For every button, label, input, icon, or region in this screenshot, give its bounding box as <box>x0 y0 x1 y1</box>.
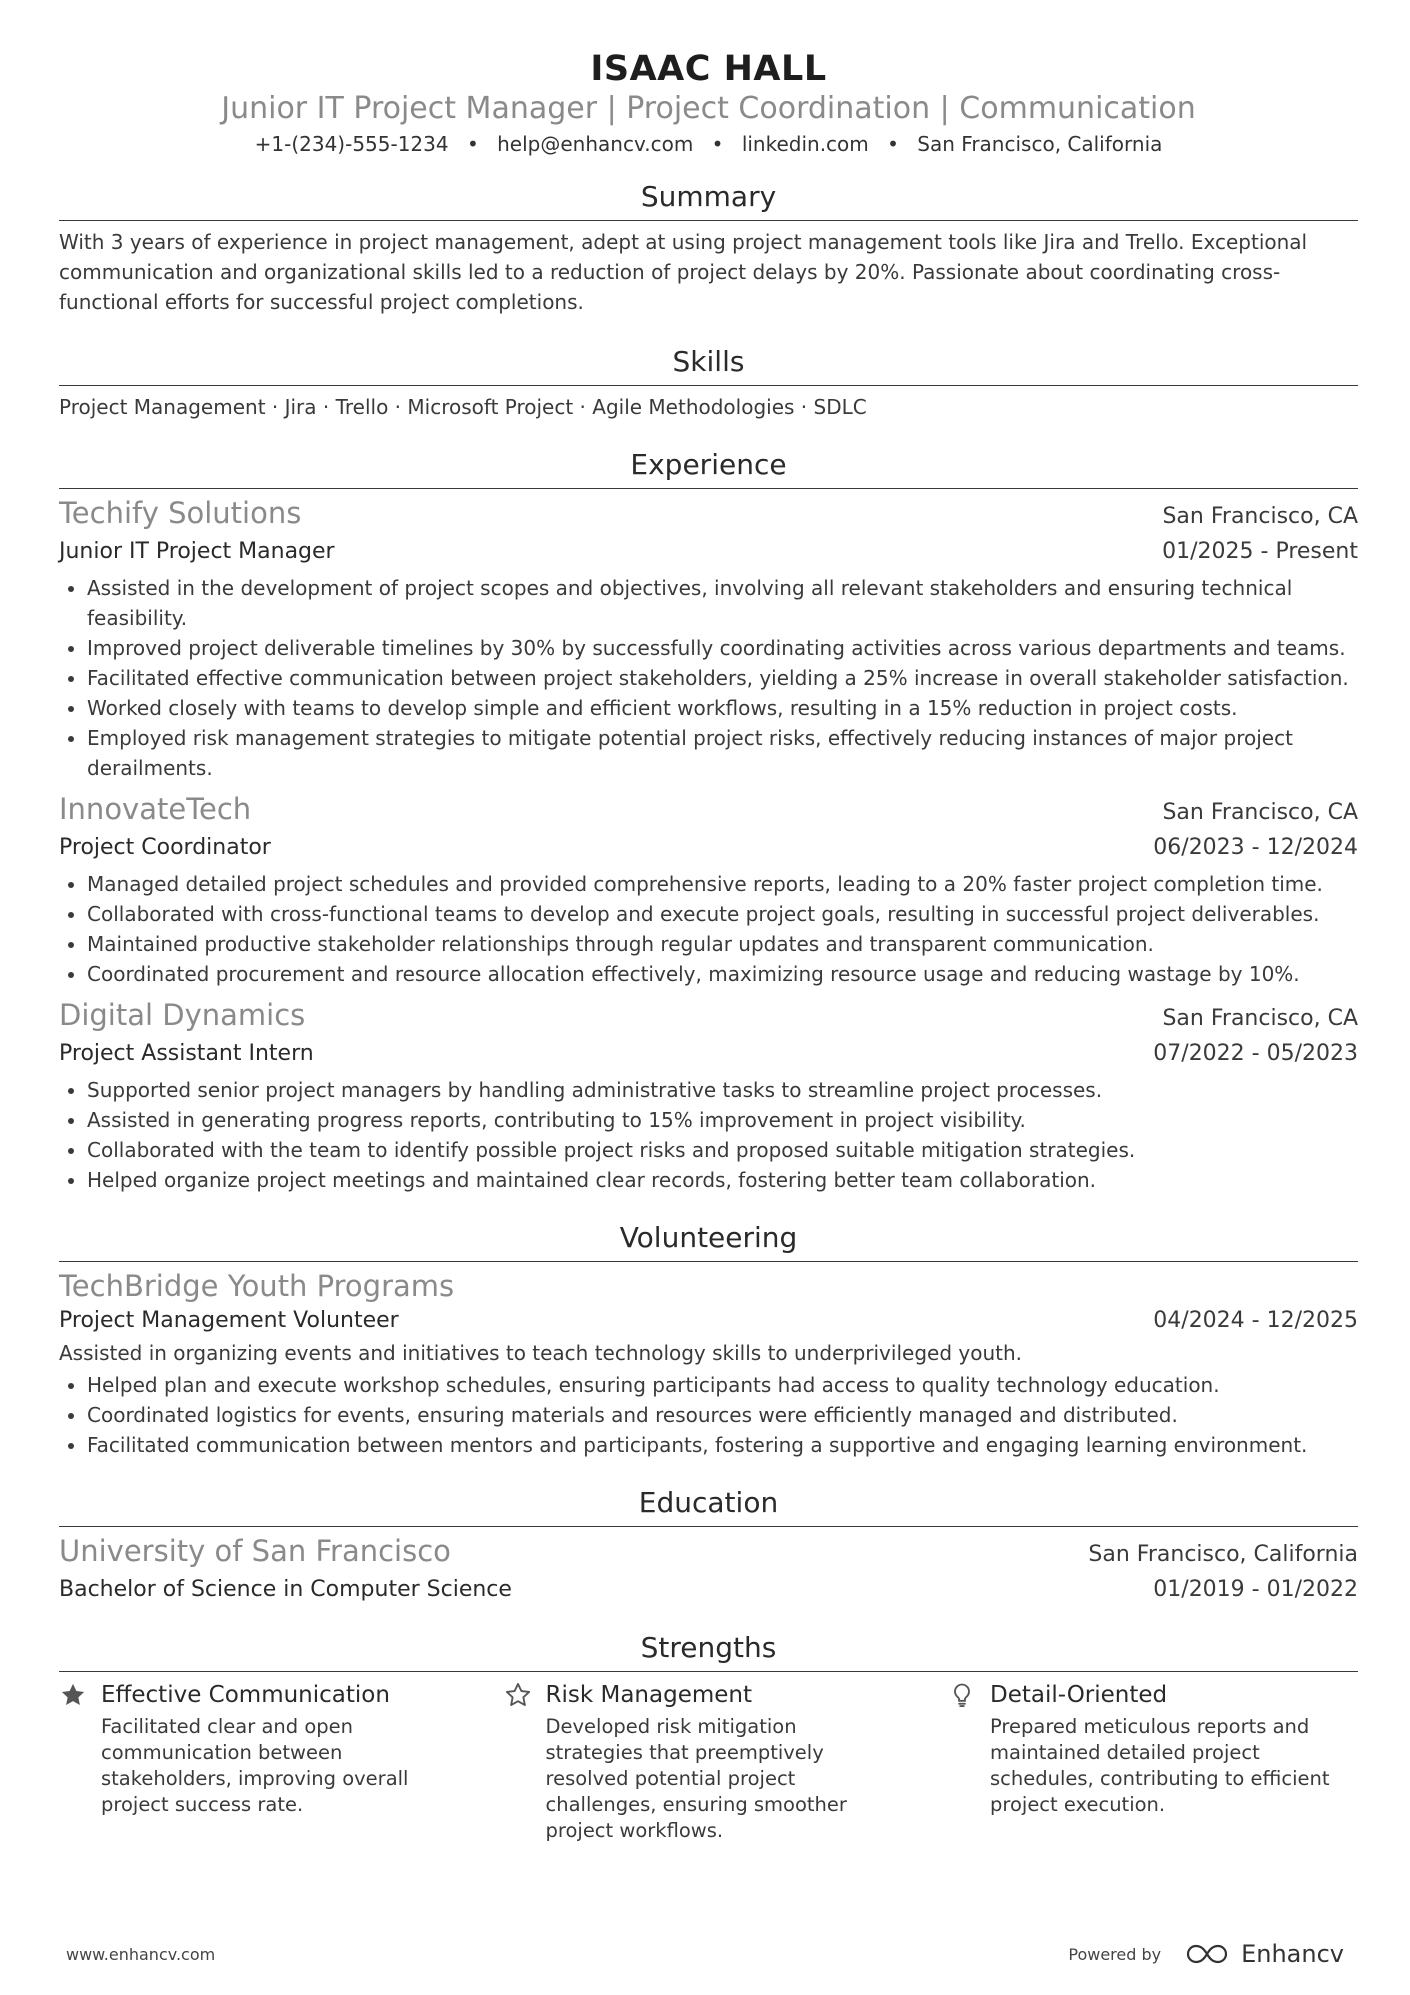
skills-list: Project Management · Jira · Trello · Microsoft Project · Agile Methodologies · SDLC <box>59 395 867 419</box>
volunteer-dates: 04/2024 - 12/2025 <box>1153 1308 1358 1333</box>
education-school: University of San Francisco <box>59 1534 451 1568</box>
section-title-summary: Summary <box>59 180 1358 221</box>
job-company: Digital Dynamics <box>59 998 306 1032</box>
education-degree: Bachelor of Science in Computer Science <box>59 1577 512 1602</box>
section-title-strengths: Strengths <box>59 1631 1358 1672</box>
job-bullets <box>59 573 1358 783</box>
experience-section <box>59 448 1358 1195</box>
strength-description: Prepared meticulous reports and maintained detailed project schedules, contributing to efficient project execution. <box>990 1715 1330 1816</box>
volunteer-org: TechBridge Youth Programs <box>59 1269 455 1303</box>
strength-description: Developed risk mitigation strategies that preemptively resolved potential project challenges, ensuring smoother project workflows. <box>545 1715 847 1842</box>
strength-item <box>59 1678 469 1844</box>
star-outline-icon <box>504 1681 532 1709</box>
job-bullets <box>59 1075 1358 1195</box>
star-filled-icon <box>59 1681 87 1709</box>
page-footer <box>66 1940 1344 1968</box>
strength-title: Risk Management <box>545 1682 752 1708</box>
strengths-section <box>59 1631 1358 1844</box>
list-item: • Assisted in generating progress reports, contributing to 15% improvement in project visibility. <box>87 1105 1358 1135</box>
summary-section <box>59 180 1358 317</box>
list-item: • Collaborated with the team to identify possible project risks and proposed suitable mitigation strategies. <box>87 1135 1358 1165</box>
job-title: Project Coordinator <box>59 835 271 860</box>
job-company: InnovateTech <box>59 792 252 826</box>
section-title-volunteering: Volunteering <box>59 1221 1358 1262</box>
contact-phone: +1-(234)-555-1234 <box>254 132 449 156</box>
contact-email[interactable]: help@enhancv.com <box>497 132 694 156</box>
contact-line <box>59 130 1358 158</box>
candidate-name: ISAAC HALL <box>590 49 827 89</box>
job-dates: 01/2025 - Present <box>1162 539 1358 564</box>
job-company: Techify Solutions <box>59 496 302 530</box>
powered-by-label: Powered by <box>1068 1944 1162 1964</box>
resume-page <box>59 0 1358 1844</box>
list-item: • Supported senior project managers by handling administrative tasks to streamline project processes. <box>87 1075 1358 1105</box>
contact-separator: • <box>711 132 724 156</box>
education-section <box>59 1486 1358 1607</box>
enhancv-logo-icon <box>1185 1942 1231 1966</box>
lightbulb-icon <box>948 1681 976 1709</box>
volunteer-description: Assisted in organizing events and initiatives to teach technology skills to underprivileged youth. <box>59 1341 1022 1365</box>
list-item: • Maintained productive stakeholder relationships through regular updates and transparent communication. <box>87 929 1358 959</box>
strength-item <box>948 1678 1358 1844</box>
section-title-experience: Experience <box>59 448 1358 489</box>
volunteer-bullets <box>59 1370 1358 1460</box>
list-item: • Coordinated procurement and resource allocation effectively, maximizing resource usage and reducing wastage by 10%. <box>87 959 1358 989</box>
contact-linkedin[interactable]: linkedin.com <box>741 132 869 156</box>
strength-title: Effective Communication <box>101 1682 390 1708</box>
education-location: San Francisco, California <box>1088 1542 1358 1567</box>
job-title: Project Assistant Intern <box>59 1041 314 1066</box>
section-title-skills: Skills <box>59 345 1358 386</box>
list-item: • Collaborated with cross-functional teams to develop and execute project goals, resulting in successful project deliverables. <box>87 899 1358 929</box>
skills-section <box>59 345 1358 422</box>
candidate-headline: Junior IT Project Manager | Project Coordination | Communication <box>221 91 1196 126</box>
footer-url[interactable]: www.enhancv.com <box>66 1944 216 1964</box>
job-dates: 07/2022 - 05/2023 <box>1153 1041 1358 1066</box>
list-item: • Employed risk management strategies to mitigate potential project risks, effectively reducing instances of major project derailments. <box>87 723 1358 783</box>
job-entry <box>59 495 1358 783</box>
resume-header <box>59 0 1358 158</box>
job-dates: 06/2023 - 12/2024 <box>1153 835 1358 860</box>
list-item: • Helped organize project meetings and maintained clear records, fostering better team collaboration. <box>87 1165 1358 1195</box>
list-item: • Worked closely with teams to develop simple and efficient workflows, resulting in a 15% reduction in project costs. <box>87 693 1358 723</box>
list-item: • Assisted in the development of project scopes and objectives, involving all relevant stakeholders and ensuring technical feasibility. <box>87 573 1358 633</box>
volunteer-role: Project Management Volunteer <box>59 1308 399 1333</box>
section-title-education: Education <box>59 1486 1358 1527</box>
brand-logo[interactable] <box>1185 1940 1344 1968</box>
job-entry <box>59 997 1358 1195</box>
list-item: • Facilitated communication between mentors and participants, fostering a supportive and engaging learning environment. <box>87 1430 1358 1460</box>
contact-separator: • <box>466 132 479 156</box>
job-entry <box>59 791 1358 989</box>
strength-item <box>504 1678 914 1844</box>
summary-text: With 3 years of experience in project management, adept at using project management tools like Jira and Trello. Exceptional communication and organizational skills led to a reduction of project delays by 20%. Passionate about coordinating cross-functional efforts for successful project completions. <box>59 230 1308 314</box>
job-location: San Francisco, CA <box>1162 800 1358 825</box>
list-item: • Improved project deliverable timelines by 30% by successfully coordinating activities across various departments and teams. <box>87 633 1358 663</box>
job-title: Junior IT Project Manager <box>59 539 335 564</box>
list-item: • Facilitated effective communication between project stakeholders, yielding a 25% increase in overall stakeholder satisfaction. <box>87 663 1358 693</box>
contact-separator: • <box>887 132 899 156</box>
job-bullets <box>59 869 1358 989</box>
strength-description: Facilitated clear and open communication between stakeholders, improving overall project success rate. <box>101 1715 409 1816</box>
contact-location: San Francisco, California <box>917 132 1163 156</box>
list-item: • Helped plan and execute workshop schedules, ensuring participants had access to quality technology education. <box>87 1370 1358 1400</box>
job-location: San Francisco, CA <box>1162 1006 1358 1031</box>
job-location: San Francisco, CA <box>1162 504 1358 529</box>
list-item: • Coordinated logistics for events, ensuring materials and resources were efficiently managed and distributed. <box>87 1400 1358 1430</box>
strength-title: Detail-Oriented <box>990 1682 1168 1708</box>
brand-name: Enhancv <box>1241 1940 1344 1968</box>
list-item: • Managed detailed project schedules and provided comprehensive reports, leading to a 20% faster project completion time. <box>87 869 1358 899</box>
education-dates: 01/2019 - 01/2022 <box>1153 1577 1358 1602</box>
volunteering-section <box>59 1221 1358 1460</box>
